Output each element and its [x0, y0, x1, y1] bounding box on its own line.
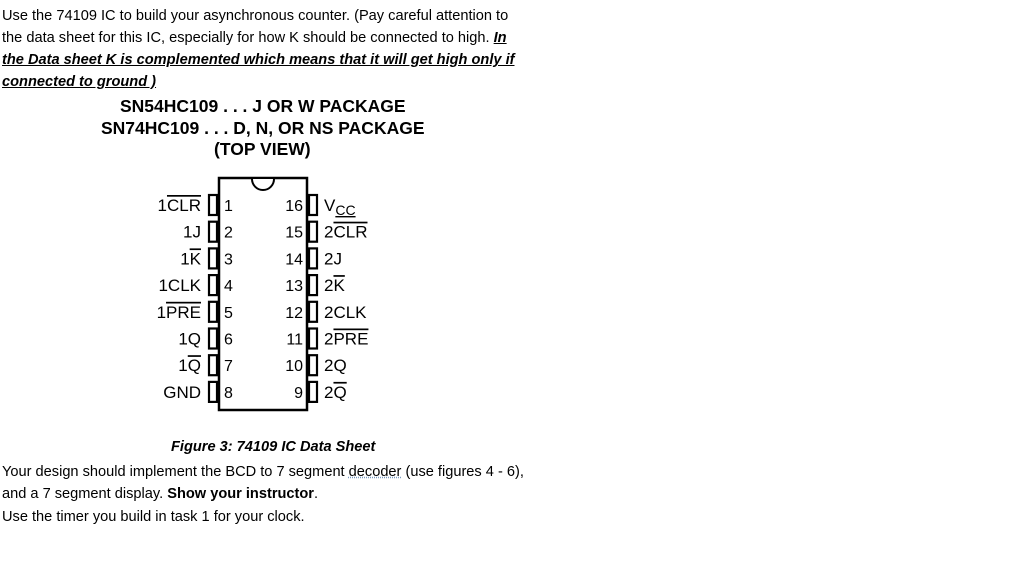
pin-label: 2K: [324, 276, 345, 296]
pin-lead: [309, 355, 317, 375]
pin-label: $V_{CC}$: [324, 196, 356, 218]
design-text-c: (use figures 4 - 6),: [401, 464, 524, 480]
pin-number: 16: [285, 198, 303, 215]
pin-label: 2Q: [324, 382, 347, 402]
package-sn74: SN74HC109 . . . D, N, OR NS PACKAGE: [101, 118, 425, 138]
pin-number: 4: [224, 278, 233, 296]
timer-line: Use the timer you build in task 1 for your clock.: [2, 509, 305, 525]
pin-number: 11: [286, 331, 303, 349]
pin-number: 9: [294, 384, 303, 402]
intro-line-4: connected to ground ): [2, 74, 157, 90]
pin-label: GND: [163, 382, 201, 402]
pin-number: 10: [285, 358, 303, 376]
pin-label: 1Q: [178, 356, 201, 376]
intro-line-2-text: the data sheet for this IC, especially for how K should be connected to high.: [2, 30, 494, 46]
pin-lead: [209, 355, 217, 375]
pin-lead: [309, 195, 317, 215]
pin-lead: [209, 302, 217, 322]
pin-lead: [309, 382, 317, 402]
pin-label: 1CLK: [158, 276, 201, 296]
pin-number: 7: [224, 358, 233, 376]
pin-number: 5: [224, 304, 233, 322]
pin-7: [178, 355, 233, 375]
design-text-e: .: [314, 486, 319, 502]
pin-number: 8: [224, 384, 233, 402]
pin-6: [178, 329, 233, 349]
pin-lead: [209, 222, 217, 242]
design-text-a: Your design should implement the BCD to 7 segment: [2, 464, 349, 480]
pin-number: 13: [285, 278, 303, 296]
pin-4: [158, 275, 233, 295]
pin-number: 2: [224, 224, 233, 242]
pin-1: [158, 195, 233, 215]
pin-number: 6: [224, 331, 233, 349]
pin-label: 1J: [183, 222, 201, 242]
pin-label: 1K: [180, 249, 201, 269]
pin-label: 1PRE: [156, 302, 201, 322]
pin-14: [285, 248, 342, 268]
pin-lead: [209, 382, 217, 402]
pin-10: [285, 355, 346, 375]
pin-label: 2CLR: [324, 222, 368, 242]
pin-12: [285, 302, 367, 322]
pin-lead: [309, 275, 317, 295]
pin-number: 12: [285, 304, 303, 322]
pin-3: [180, 248, 233, 268]
right-pins: [285, 195, 368, 402]
pin-number: 3: [224, 251, 233, 269]
intro-line-1: Use the 74109 IC to build your asynchronous counter. (Pay careful attention to: [2, 8, 509, 24]
decoder-word: decoder: [348, 464, 402, 480]
figure-caption: Figure 3: 74109 IC Data Sheet: [171, 439, 376, 455]
design-line-1: [2, 461, 524, 483]
pin-lead: [309, 248, 317, 268]
show-instructor: Show your instructor: [167, 486, 314, 502]
pin-lead: [209, 275, 217, 295]
pin-8: [163, 382, 233, 402]
pin-15: [285, 222, 367, 242]
pin-9: [294, 382, 347, 402]
left-pins: [157, 195, 233, 402]
pin-2: [183, 222, 233, 242]
pin-lead: [209, 329, 217, 349]
pin-lead: [309, 302, 317, 322]
pin-16: [285, 195, 355, 218]
pin-label: 2Q: [324, 356, 347, 376]
package-sn54: SN54HC109 . . . J OR W PACKAGE: [120, 96, 406, 116]
pin-lead: [309, 222, 317, 242]
pin-lead: [209, 195, 217, 215]
pin-13: [285, 275, 345, 295]
pin-label: 2J: [324, 249, 342, 269]
design-text-d: and a 7 segment display.: [2, 486, 168, 502]
pin-lead: [209, 248, 217, 268]
pin-label: 2PRE: [324, 329, 369, 349]
pin-number: 1: [224, 198, 233, 215]
intro-emphasis-start: In: [493, 30, 507, 46]
pin-lead: [309, 329, 317, 349]
pin-label: 2CLK: [324, 302, 367, 322]
top-view-label: (TOP VIEW): [214, 139, 311, 159]
pin-5: [157, 302, 233, 322]
pin-number: 14: [285, 251, 303, 269]
pin-label: 1CLR: [157, 196, 201, 215]
ic-notch: [252, 179, 274, 190]
pin-11: [286, 329, 368, 349]
pin-label: 1Q: [178, 329, 201, 349]
pin-number: 15: [285, 224, 303, 242]
intro-line-3: the Data sheet K is complemented which means that it will get high only if: [2, 52, 515, 68]
design-line-2: [2, 483, 318, 505]
